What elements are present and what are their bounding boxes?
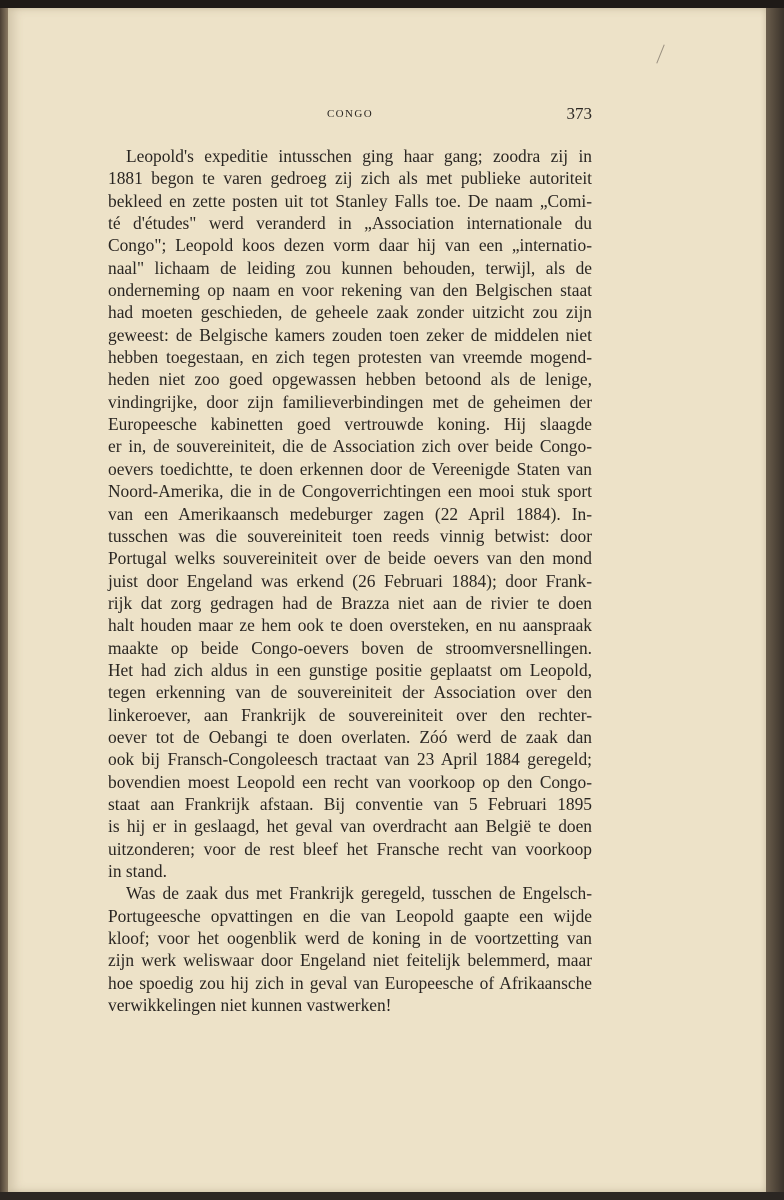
text-line: hebben toegestaan, en zich tegen protesten van vreemde mogend- — [108, 347, 592, 368]
text-line: oevers toedichtte, te doen erkennen door de Vereenigde Staten van — [108, 458, 592, 479]
text-line: ook bij Fransch-Congoleesch tractaat van 23 April 1884 geregeld; — [108, 749, 592, 770]
page-header — [108, 104, 592, 128]
text-line: oever tot de Oebangi te doen overlaten. Zóó werd de zaak dan — [108, 726, 592, 747]
text-line: juist door Engeland was erkend (26 Februari 1884); door Frank- — [108, 570, 592, 591]
text-line: vindingrijke, door zijn familieverbindingen met de geheimen der — [108, 391, 592, 412]
text-line: Leopold's expeditie intusschen ging haar gang; zoodra zij in — [126, 146, 592, 166]
book-spine-edge — [0, 8, 8, 1192]
paragraph — [108, 145, 592, 882]
text-line: verwikkelingen niet kunnen vastwerken! — [108, 995, 392, 1016]
text-line: naal" lichaam de leiding zou kunnen behouden, terwijl, als de — [108, 257, 592, 278]
text-line: Het had zich aldus in een gunstige positie geplaatst om Leopold, — [108, 659, 592, 680]
text-line: in stand. — [108, 861, 167, 881]
text-line: Portugal welks souvereiniteit over de beide oevers van den mond — [108, 548, 592, 569]
text-line: maakte op beide Congo-oevers boven de stroomversnellingen. — [108, 637, 592, 658]
text-line: uitzonderen; voor de rest bleef het Fransche recht van voorkoop — [108, 838, 592, 859]
text-line: bekleed en zette posten uit tot Stanley Falls toe. De naam „Comi- — [108, 190, 592, 211]
text-line: staat aan Frankrijk afstaan. Bij conventie van 5 Februari 1895 — [108, 793, 592, 814]
text-line: Congo"; Leopold koos dezen vorm daar hij van een „internatio- — [108, 235, 592, 256]
text-line: halt houden maar ze hem ook te doen oversteken, en nu aanspraak — [108, 615, 592, 636]
text-line: té d'études" werd veranderd in „Association internationale du — [108, 213, 592, 234]
text-line: Europeesche kabinetten goed vertrouwde koning. Hij slaagde — [108, 414, 592, 435]
text-line: hoe spoedig zou hij zich in geval van Europeesche of Afrikaansche — [108, 972, 592, 993]
body-text — [108, 145, 592, 1016]
text-line: tegen erkenning van de souvereiniteit der Association over den — [108, 682, 592, 703]
text-line: bovendien moest Leopold een recht van voorkoop op den Congo- — [108, 771, 592, 792]
text-line: tusschen was die souvereiniteit toen reeds vinnig betwist: door — [108, 525, 592, 546]
text-line: linkeroever, aan Frankrijk de souvereiniteit over den rechter- — [108, 704, 592, 725]
text-line: 1881 begon te varen gedroeg zij zich als met publieke autoriteit — [108, 168, 592, 189]
text-line: Noord-Amerika, die in de Congoverrichtingen een mooi stuk sport — [108, 481, 592, 502]
text-line: onderneming op naam en voor rekening van den Belgischen staat — [108, 280, 592, 301]
text-line: van een Amerikaansch medeburger zagen (22 April 1884). In- — [108, 503, 592, 524]
text-line: er in, de souvereiniteit, die de Association zich over beide Congo- — [108, 436, 592, 457]
running-head: CONGO — [326, 108, 374, 120]
text-line: zijn werk weliswaar door Engeland niet feitelijk belemmerd, maar — [108, 950, 592, 971]
page-number: 373 — [566, 104, 592, 123]
text-line: Was de zaak dus met Frankrijk geregeld, tusschen de Engelsch- — [126, 883, 592, 904]
text-line: heden niet zoo goed opgewassen hebben betoond als de lenige, — [108, 369, 592, 390]
page-edge-shadow — [766, 8, 784, 1192]
text-line: kloof; voor het oogenblik werd de koning in de voortzetting van — [108, 928, 592, 949]
text-line: had moeten geschieden, de geheele zaak zonder uitzicht zou zijn — [108, 302, 592, 323]
text-line: is hij er in geslaagd, het geval van overdracht aan België te doen — [108, 816, 592, 837]
text-line: geweest: de Belgische kamers zouden toen zeker de middelen niet — [108, 324, 592, 345]
text-line: rijk dat zorg gedragen had de Brazza niet aan de rivier te doen — [108, 592, 592, 613]
paragraph — [108, 882, 592, 1016]
text-line: Portugeesche opvattingen en die van Leopold gaapte een wijde — [108, 905, 592, 926]
